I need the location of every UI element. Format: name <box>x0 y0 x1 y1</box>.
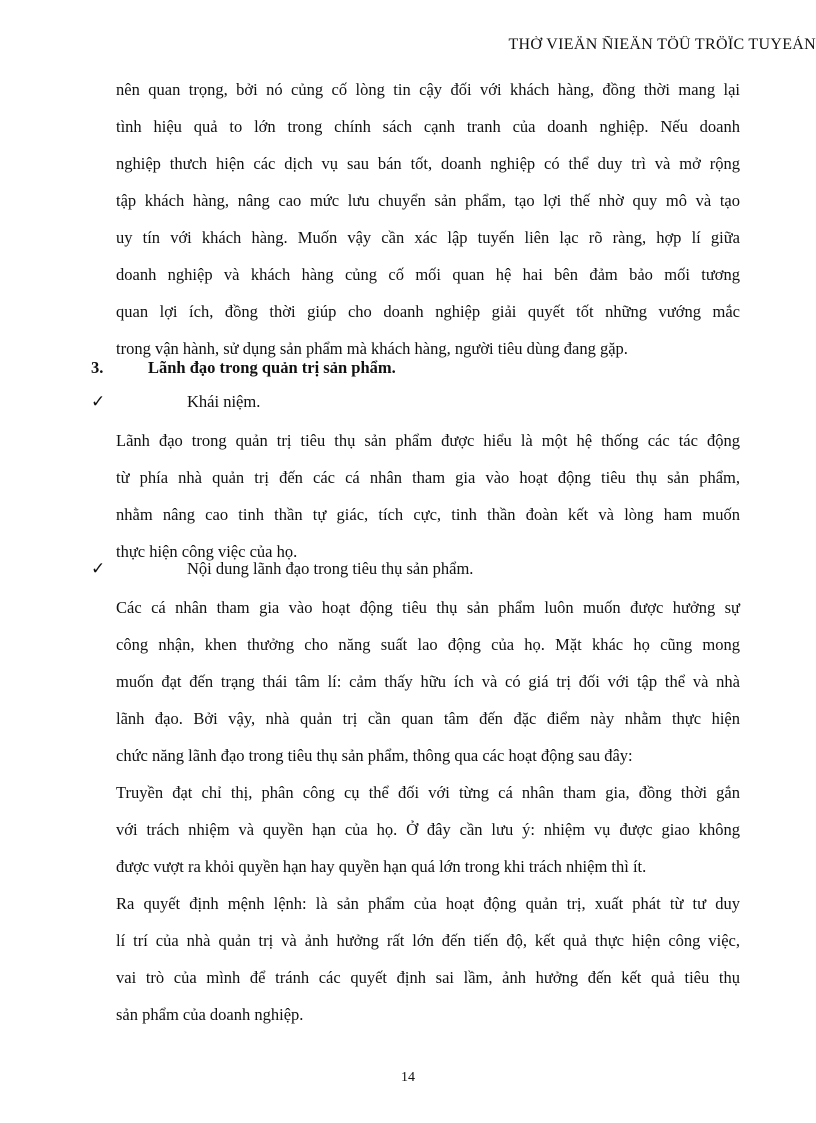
paragraph-line: doanh nghiệp và khách hàng củng cố mối quan hệ hai bên đảm bảo mối tương <box>116 265 740 284</box>
paragraph-line: với trách nhiệm và quyền hạn của họ. Ở đây cần lưu ý: nhiệm vụ được giao không <box>116 820 740 839</box>
paragraph-line: thực hiện công việc của họ. <box>116 542 298 561</box>
paragraph-line: muốn đạt đến trạng thái tâm lí: cảm thấy hữu ích và có giá trị đối với tập thể và nhà <box>116 672 740 691</box>
section-title: Lãnh đạo trong quản trị sản phẩm. <box>148 358 396 377</box>
paragraph-line: sản phẩm của doanh nghiệp. <box>116 1005 304 1024</box>
paragraph-line: chức năng lãnh đạo trong tiêu thụ sản phẩm, thông qua các hoạt động sau đây: <box>116 746 633 765</box>
paragraph-line: Ra quyết định mệnh lệnh: là sản phẩm của hoạt động quản trị, xuất phát từ tư duy <box>116 894 740 913</box>
paragraph-line: nên quan trọng, bởi nó củng cố lòng tin cậy đối với khách hàng, đồng thời mang lại <box>116 80 740 99</box>
paragraph-line: từ phía nhà quản trị đến các cá nhân tham gia vào hoạt động tiêu thụ sản phẩm, <box>116 468 740 487</box>
paragraph-line: uy tín với khách hàng. Muốn vậy cần xác lập tuyến liên lạc rõ ràng, hợp lí giữa <box>116 228 740 247</box>
paragraph-line: quan lợi ích, đồng thời giúp cho doanh nghiệp giải quyết tốt những vướng mắc <box>116 302 740 321</box>
paragraph-line: Truyền đạt chỉ thị, phân công cụ thể đối với từng cá nhân tham gia, đồng thời gắn <box>116 783 740 802</box>
paragraph-line: lãnh đạo. Bởi vậy, nhà quản trị cần quan tâm đến đặc điểm này nhằm thực hiện <box>116 709 740 728</box>
bullet-text: Nội dung lãnh đạo trong tiêu thụ sản phẩm. <box>187 559 474 578</box>
paragraph-line: vai trò của mình để tránh các quyết định sai lầm, ảnh hưởng đến kết quả tiêu thụ <box>116 968 740 987</box>
checkmark-icon: ✓ <box>91 392 106 412</box>
paragraph-line: nhằm nâng cao tinh thần tự giác, tích cực, tinh thần đoàn kết và lòng ham muốn <box>116 505 740 524</box>
section-heading <box>91 358 396 378</box>
page-number: 14 <box>401 1070 415 1085</box>
paragraph-line: trong vận hành, sử dụng sản phẩm mà khách hàng, người tiêu dùng đang gặp. <box>116 339 628 358</box>
paragraph-line: tập khách hàng, nâng cao mức lưu chuyển sản phẩm, tạo lợi thế nhờ quy mô và tạo <box>116 191 740 210</box>
checkmark-icon: ✓ <box>91 559 106 579</box>
paragraph-line: được vượt ra khỏi quyền hạn hay quyền hạn quá lớn trong khi trách nhiệm thì ít. <box>116 857 647 876</box>
paragraph-line: nghiệp thưch hiện các dịch vụ sau bán tốt, doanh nghiệp có thể duy trì và mở rộng <box>116 154 740 173</box>
section-number: 3. <box>91 358 104 377</box>
paragraph-line: Các cá nhân tham gia vào hoạt động tiêu thụ sản phẩm luôn muốn được hưởng sự <box>116 598 740 617</box>
paragraph-line: tình hiệu quả to lớn trong chính sách cạnh tranh của doanh nghiệp. Nếu doanh <box>116 117 740 136</box>
paragraph-line: lí trí của nhà quản trị và ảnh hưởng rất lớn đến tiến độ, kết quả thực hiện công việc, <box>116 931 740 950</box>
bullet-text: Khái niệm. <box>187 392 261 411</box>
header-title: THỜ VIEÄN ÑIEÄN TÖÛ TRÖÏC TUYEÁN <box>508 36 816 53</box>
bullet-item <box>91 559 473 579</box>
paragraph-line: Lãnh đạo trong quản trị tiêu thụ sản phẩm được hiểu là một hệ thống các tác động <box>116 431 740 450</box>
bullet-item <box>91 392 260 412</box>
paragraph-line: công nhận, khen thưởng cho năng suất lao động của họ. Mặt khác họ cũng mong <box>116 635 740 654</box>
